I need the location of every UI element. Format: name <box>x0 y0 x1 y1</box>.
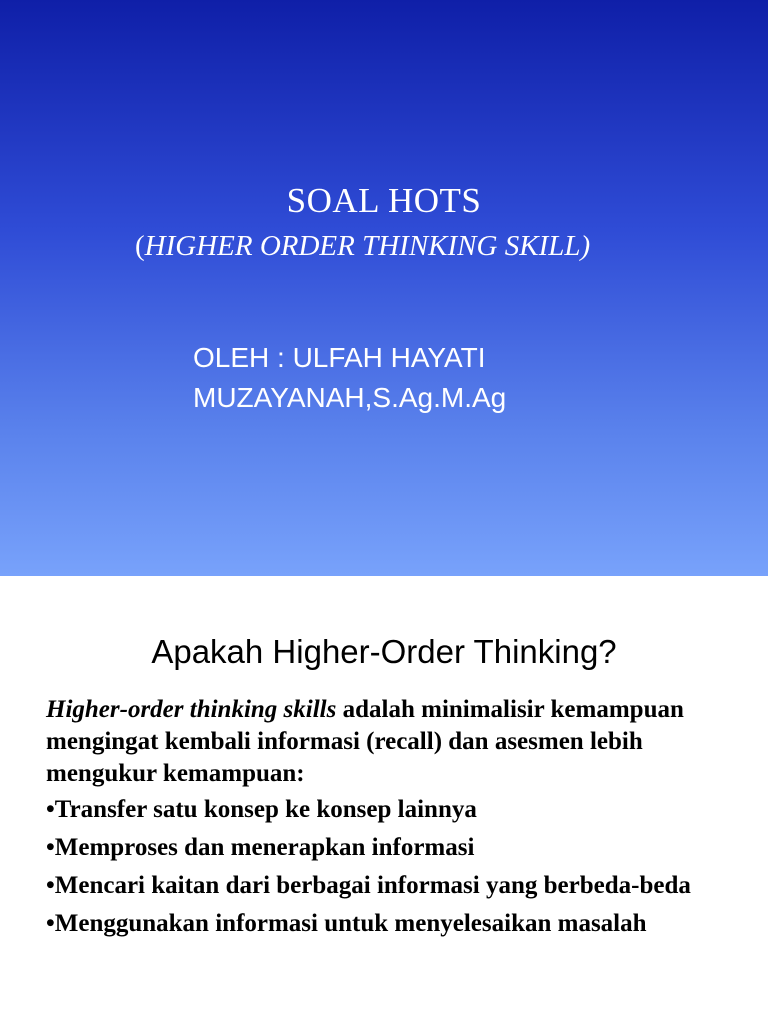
bullet-list <box>46 794 746 940</box>
list-item: •Menggunakan informasi untuk menyelesaikan masalah <box>46 910 647 937</box>
intro-term: Higher-order thinking skills <box>46 696 337 723</box>
subtitle-text: HIGHER ORDER THINKING SKILL <box>144 230 581 262</box>
author-block <box>193 338 506 418</box>
slide-title: SOAL HOTS <box>286 181 482 220</box>
content-slide <box>0 576 768 1024</box>
subtitle-close-paren: ) <box>580 230 591 262</box>
intro-paragraph <box>46 694 746 790</box>
content-title: Apakah Higher-Order Thinking? <box>151 633 617 670</box>
intro-rest: adalah minimalisir kemampuan mengingat kembali informasi (recall) dan asesmen lebih mengukur kemampuan: <box>46 696 684 787</box>
content-body <box>46 694 746 946</box>
list-item: •Mencari kaitan dari berbagai informasi yang berbeda-beda <box>46 872 691 899</box>
subtitle-open-paren: ( <box>135 230 145 262</box>
author-line-2: MUZAYANAH,S.Ag.M.Ag <box>193 382 507 413</box>
slide-subtitle <box>135 224 590 268</box>
list-item: •Memproses dan menerapkan informasi <box>46 834 475 861</box>
list-item: •Transfer satu konsep ke konsep lainnya <box>46 796 477 823</box>
author-line-1: OLEH : ULFAH HAYATI <box>193 342 486 373</box>
